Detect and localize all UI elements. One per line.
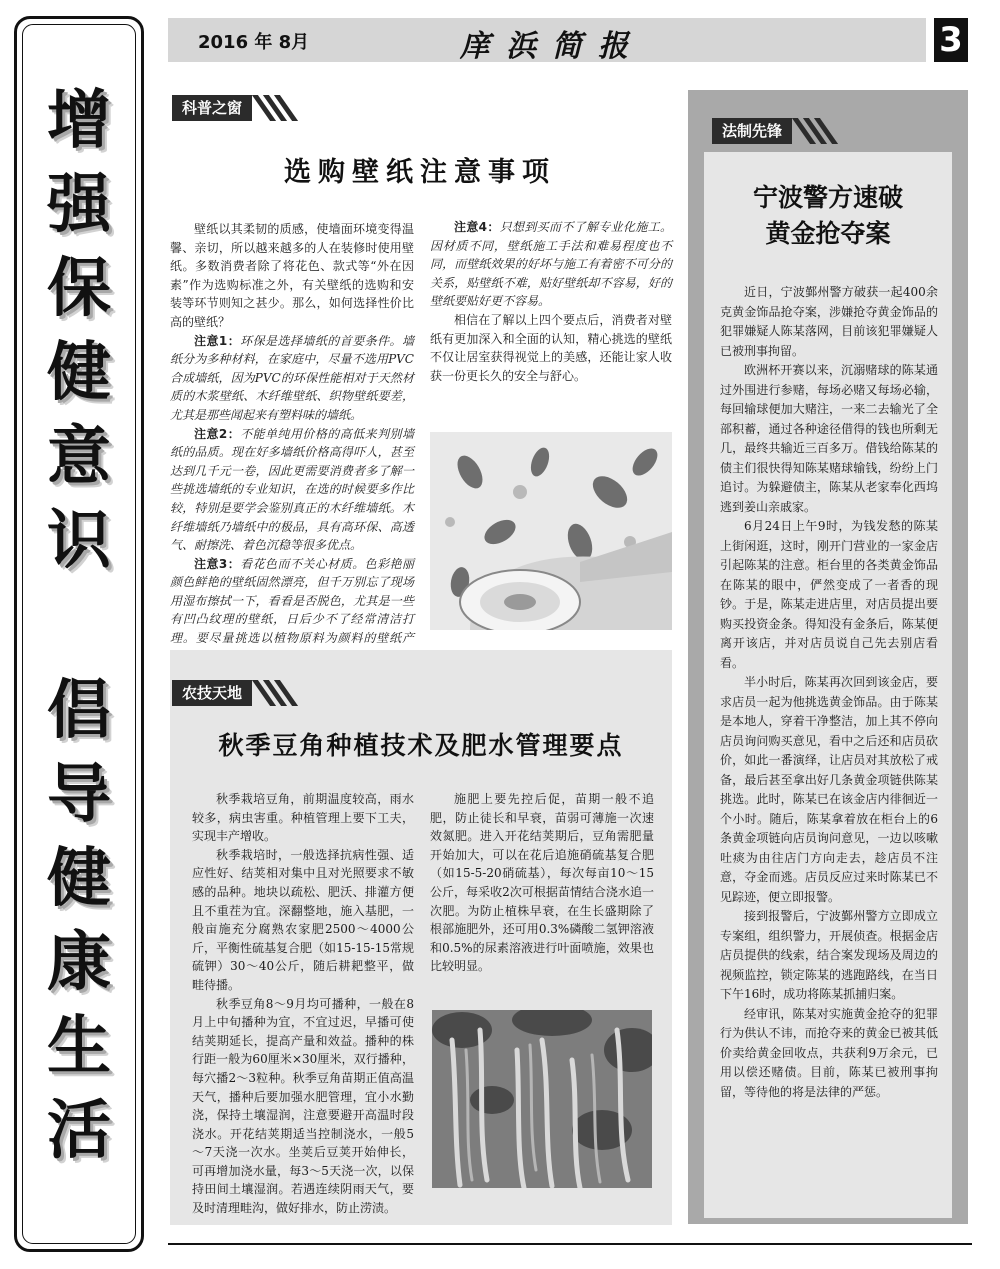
article-note [430, 218, 672, 311]
article-paragraph: 半小时后，陈某再次回到该金店，要求店员一起为他挑选黄金饰品。由于陈某是本地人，穿着干净整洁，加上其不停向店员询问购买意见，看中之后还和店员砍价，如此一番演绎，让店员对其放松了戒备，最后甚至拿出好几条黄金项链供陈某挑选。此时，陈某已在该金店内徘徊近一个小时。随后，陈某拿着放在柜台上的6条黄金项链向店员询问意见，一边以咳嗽吐痰为由往店门方向走去，趁店员不注意，夺金而逃。店员反应过来时陈某已不见踪迹，便立即报警。 [720, 675, 938, 904]
title-line-2: 黄金抢夺案 [765, 219, 891, 248]
article-paragraph: 壁纸以其柔韧的质感，使墙面环境变得温馨、亲切，所以越来越多的人在装修时使用壁纸。多数消费者除了将花色、款式等“外在因素”作为选购标准之外，有关壁纸的选购和安装等环节则知之甚少。那么，如何选择性价比高的壁纸？ [170, 222, 414, 329]
tag-slashes-icon [796, 118, 829, 144]
newspaper-masthead: 庠浜简报 [460, 29, 644, 64]
article-paragraph: 经审讯，陈某对实施黄金抢夺的犯罪行为供认不讳，而抢夺来的黄金已被其低价卖给黄金回收点，共获利9万余元，已用以偿还赌债。目前，陈某已被刑事拘留，等待他的将是法律的严惩。 [720, 1006, 938, 1099]
note-text: 环保是选择墙纸的首要条件。墙纸分为多种材料，在家庭中，尽量不选用PVC合成墙纸，因为PVC的环保性能相对于天然材质的木浆壁纸、木纤维壁纸、织物壁纸要差，尤其是那些闻起来有塑料味的墙纸。 [170, 333, 414, 422]
tag-slashes-icon [256, 680, 289, 706]
slogan-char: 生 [47, 1010, 111, 1084]
wallpaper-article-col-left [170, 220, 414, 685]
slogan-bottom [17, 669, 141, 1173]
article-paragraph: 秋季栽培豆角，前期温度较高，雨水较多，病虫害重。种植管理上要下工夫，实现丰产增收。 [192, 792, 414, 844]
green-beans-photo [432, 1010, 652, 1188]
section-tag-label: 科普之窗 [172, 95, 252, 121]
note-text: 看花色而不关心材质。色彩艳丽颜色鲜艳的壁纸固然漂亮，但千万别忘了现场用湿布擦拭一下，看看是否脱色，尤其是一些有凹凸纹理的壁纸，日后少不了经常清洁打理。要尽量挑选以植物原料为颜料的壁纸产 [170, 556, 414, 646]
section-tag-label: 农技天地 [172, 680, 252, 706]
title-line-1: 宁波警方速破 [752, 183, 903, 212]
article-paragraph: 相信在了解以上四个要点后，消费者对壁纸有更加深入和全面的认知，精心挑选的壁纸不仅让居室获得视觉上的美感，还能让家人收获一份更长久的安全与舒心。 [430, 312, 672, 383]
slogan-char: 意 [47, 420, 111, 494]
farming-article-title: 秋季豆角种植技术及肥水管理要点 [218, 731, 624, 760]
slogan-char: 倡 [47, 674, 111, 748]
section-tag-agriculture [172, 680, 289, 706]
slogan-char: 健 [47, 842, 111, 916]
issue-date: 2016 年 8月 [198, 32, 310, 53]
slogan-top [17, 79, 141, 583]
header-bar [168, 18, 926, 62]
note-label: 注意2： [194, 426, 241, 441]
beans-illustration [432, 1010, 652, 1188]
section-tag-label: 法制先锋 [712, 118, 792, 144]
slogan-char: 保 [47, 252, 111, 326]
article-paragraph: 秋季豆角8～9月均可播种，一般在8月上中旬播种为宜，不宜过迟，早播可使结荚期延长，提高产量和效益。播种的株行距一般为60厘米×30厘米，双行播种，每穴播2～3粒种。秋季豆角苗期正值高温天气，播种后要加强水肥管理，宜小水勤浇，保持土壤湿润，注意要避开高温时段浇水。开花结荚期适当控制浇水，一般5～7天浇一次水。坐荚后豆荚开始伸长，可再增加浇水量，每3～5天浇一次，以保持田间土壤湿润。若遇连续阴雨天气，要及时清理畦沟，做好排水，防止涝渍。 [192, 996, 414, 1216]
page-number: 3 [934, 18, 968, 62]
slogan-frame [14, 16, 144, 1252]
note-label: 注意1： [194, 333, 241, 348]
slogan-char: 导 [47, 758, 111, 832]
slogan-char: 健 [47, 336, 111, 410]
note-label: 注意4： [454, 220, 500, 234]
note-label: 注意3： [194, 556, 241, 571]
slogan-char: 活 [47, 1094, 111, 1168]
section-tag-science [172, 95, 289, 121]
slogan-char: 康 [47, 926, 111, 1000]
tag-slashes-icon [256, 95, 289, 121]
wallpaper-illustration [430, 432, 672, 630]
farming-article-col-right [430, 790, 654, 976]
wallpaper-roll-photo [430, 432, 672, 630]
police-article-title [704, 180, 952, 252]
article-note [170, 332, 414, 425]
police-article-body [720, 283, 938, 1102]
wallpaper-article-title: 选购壁纸注意事项 [284, 157, 556, 188]
farming-article-col-left [192, 790, 414, 1218]
article-paragraph: 欧洲杯开赛以来，沉溺赌球的陈某通过外围进行参赌，每场必赌又每场必输，每回输球便加大赌注，一来二去输光了全部积蓄，通过各种途径借得的钱也所剩无几，最终共输近三百多万。借钱给陈某的债主们很快得知陈某赌球输钱，纷纷上门追讨。为躲避债主，陈某从老家奉化西坞逃到姜山亲戚家。 [720, 363, 938, 514]
article-paragraph: 接到报警后，宁波鄞州警方立即成立专案组，组织警力，开展侦查。根据金店店员提供的线索，结合案发现场及周边的视频监控，锁定陈某的逃跑路线，在当日下午16时，成功将陈某抓捕归案。 [720, 909, 938, 1001]
article-paragraph: 秋季栽培时，一般选择抗病性强、适应性好、结荚相对集中且对光照要求不敏感的品种。地块以疏松、肥沃、排灌方便且不重茬为宜。深翻整地，施入基肥，一般亩施充分腐熟农家肥2500～4000公斤，平衡性硫基复合肥（如15-15-15常规硫钾）30～40公斤，随后耕耙整平，做畦待播。 [192, 847, 414, 992]
article-paragraph: 6月24日上午9时，为钱发愁的陈某上街闲逛，这时，刚开门营业的一家金店引起陈某的注意。柜台里的各类黄金饰品在陈某的眼中，俨然变成了一者香的现钞。于是，陈某走进店里，对店员提出要购买投资金条。得知没有金条后，陈某便离开该店，并对店员说自己先去别店看看。 [720, 519, 938, 670]
article-paragraph: 近日，宁波鄞州警方破获一起400余克黄金饰品抢夺案，涉嫌抢夺黄金饰品的犯罪嫌疑人陈某落网，目前该犯罪嫌疑人已被刑事拘留。 [720, 285, 938, 358]
article-paragraph: 施肥上要先控后促，苗期一般不追肥，防止徒长和早衰，苗弱可薄施一次速效氮肥。进入开花结荚期后，豆角需肥量开始加大，可以在花后追施硝硫基复合肥（如15-5-20硝硫基），每次每亩10～15公斤，每采收2次可根据苗情结合浇水追一次肥。为防止植株早衰，在生长盛期除了根部施肥外，还可用0.3%磷酸二氢钾溶液和0.5%的尿素溶液进行叶面喷施，效果也比较明显。 [430, 792, 654, 974]
slogan-char: 强 [47, 168, 111, 242]
bottom-divider [168, 1243, 972, 1245]
wallpaper-article-col-right [430, 218, 672, 385]
note-text: 只想到买而不了解专业化施工。因材质不同，壁纸施工手法和难易程度也不同，而壁纸效果的好坏与施工有着密不可分的关系，贴壁纸不难，贴好壁纸却不容易，好的壁纸要贴好更不容易。 [430, 220, 672, 309]
article-note [170, 425, 414, 555]
slogan-char: 识 [47, 504, 111, 578]
note-text: 不能单纯用价格的高低来判别墙纸的品质。现在好多墙纸价格高得吓人，甚至达到几千元一卷，因此更需要消费者多了解一些挑选墙纸的专业知识，在选的时候要多作比较，特别是要学会鉴别真正的木纤维墙纸。木纤维墙纸乃墙纸中的极品，具有高环保、高透气、耐擦洗、着色沉稳等很多优点。 [170, 426, 414, 553]
slogan-char: 增 [47, 84, 111, 158]
section-tag-law [712, 118, 829, 144]
